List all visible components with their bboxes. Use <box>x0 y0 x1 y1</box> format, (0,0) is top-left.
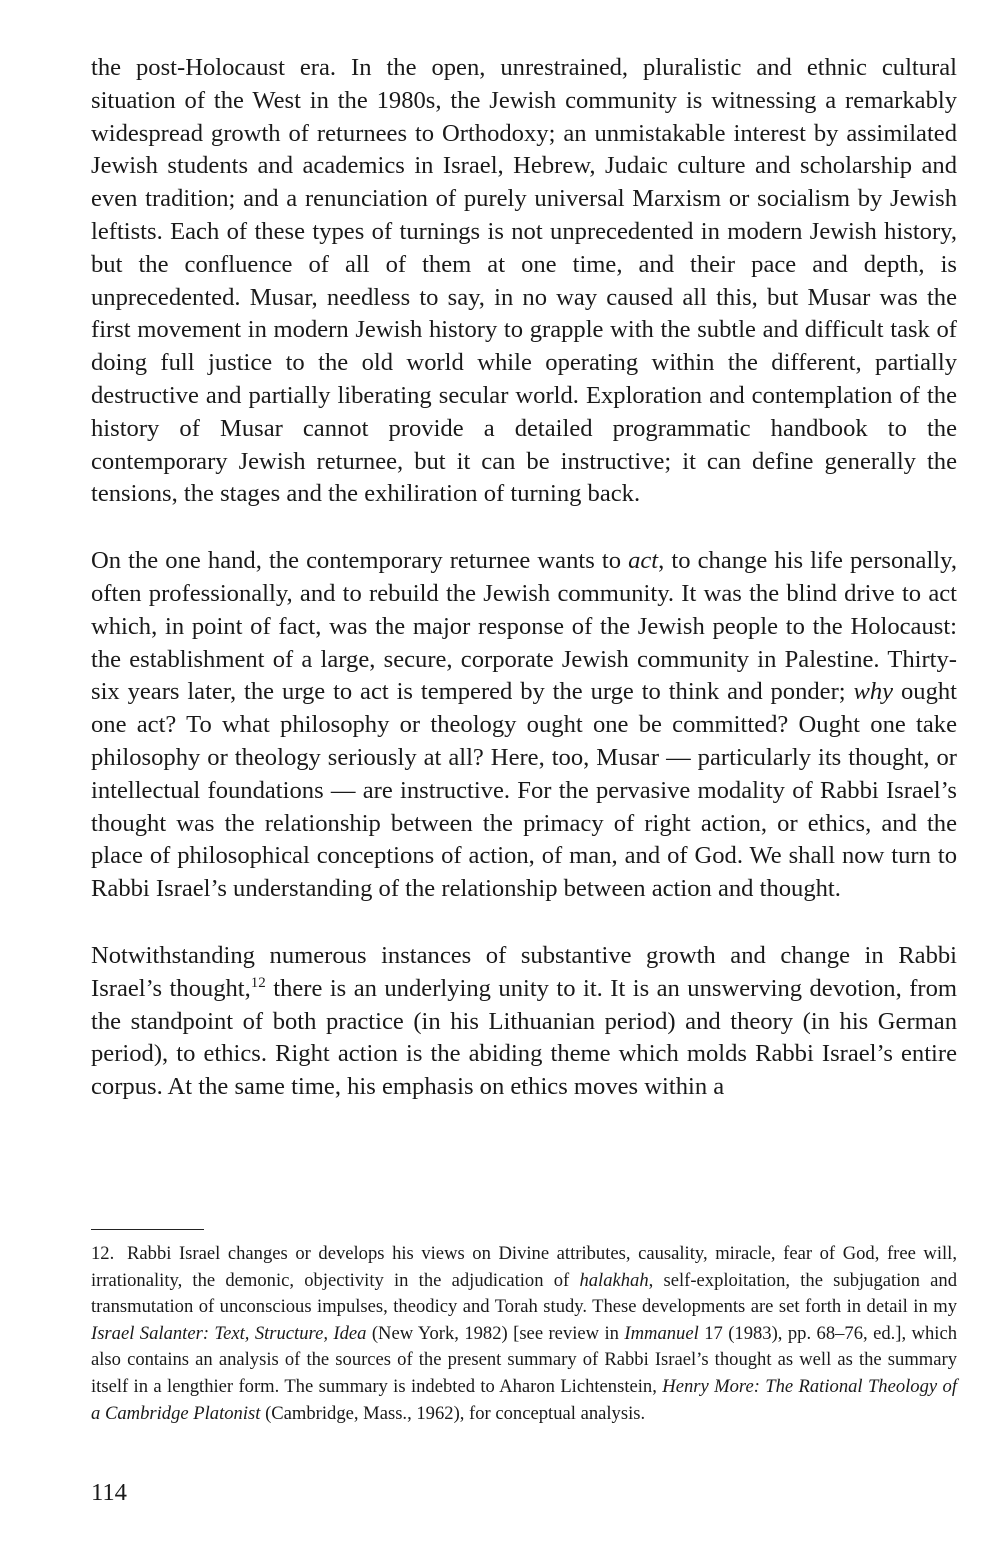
text-run: the post-Holocaust era. In the open, unrestrained, pluralistic and ethnic cultural situation of the West in the 1980s, the Jewish community is witnessing a remarkably widespread growth of returnees to Orthodoxy; an unmistakable interest by assimilated Jewish students and academics in Israel, Hebrew, Judaic culture and scholarship and even tradition; and a renunciation of purely universal Marxism or socialism by Jewish leftists. Each of these types of turnings is not unprecedented in modern Jewish history, but the confluence of all of them at one time, and their pace and depth, is unprecedented. Musar, needless to say, in no way caused all this, but Musar was the first movement in modern Jewish history to grapple with the subtle and difficult task of doing full justice to the old world while operating within the different, partially destructive and partially liberating secular world. Exploration and contemplation of the history of Musar cannot provide a detailed programmatic handbook to the contemporary Jewish returnee, but it can be instructive; it can define generally the tensions, the stages and the exhiliration of turning back. <box>91 54 957 508</box>
italic-text: act <box>628 547 659 575</box>
text-run: Notwithstanding numerous instances of substantive growth and change in Rabbi Israel’s thought, <box>91 941 957 1002</box>
text-run: ought one act? To what philosophy or theology ought one be committed? Ought one take philosophy or theology seriously at all? Here, too, Musar — particularly its thought, or intellectual foundations — are instructive. For the pervasive modality of Rabbi Israel’s thought was the relationship between the primacy of right action, or ethics, and the place of philosophical conceptions of action, of man, and of God. We shall now turn to Rabbi Israel’s understanding of the relationship between action and thought. <box>91 678 957 903</box>
text-run: , self-exploitation, the subjugation and transmutation of unconscious impulses, theodicy and Torah study. These developments are set forth in detail in my <box>91 1269 957 1318</box>
paragraph-1 <box>91 52 957 511</box>
italic-text: Israel Salanter: Text, Structure, Idea <box>91 1322 367 1344</box>
italic-text: Henry More: The Rational Theology of a Cambridge Platonist <box>91 1375 957 1424</box>
italic-text: halakhah <box>579 1269 649 1291</box>
text-run: Rabbi Israel changes or develops his views on Divine attributes, causality, miracle, fear of God, free will, irrationality, the demonic, objectivity in the adjudication of <box>91 1243 957 1291</box>
footnote-number: 12. <box>91 1243 115 1264</box>
text-run: 17 (1983), pp. 68–76, ed.], which also contains an analysis of the sources of the present summary of Rabbi Israel’s thought as well as the summary itself in a lengthier form. The summary is indebted to Aharon Lichtenstein, <box>91 1322 957 1397</box>
text-run: (New York, 1982) [see review in <box>366 1322 625 1344</box>
text-run: , to change his life personally, often professionally, and to rebuild the Jewish community. It was the blind drive to act which, in point of fact, was the major response of the Jewish people to the Holocaust: the establishment of a large, secure, corporate Jewish community in Palestine. Thirty-six years later, the urge to act is tempered by the urge to think and ponder; <box>91 547 957 706</box>
text-run: there is an underlying unity to it. It is an unswerving devotion, from the standpoint of both practice (in his Lithuanian period) and theory (in his German period), to ethics. Right action is the abiding theme which molds Rabbi Israel’s entire corpus. At the same time, his emphasis on ethics moves within a <box>91 974 957 1101</box>
footnote-text <box>91 1243 957 1424</box>
italic-text: Immanuel <box>624 1322 699 1344</box>
text-run: On the one hand, the contemporary returnee wants to <box>91 547 629 575</box>
footnote-reference: 12 <box>250 974 266 991</box>
paragraph-2 <box>91 545 957 906</box>
footnote-12 <box>91 1241 957 1427</box>
footnote-divider <box>91 1229 204 1230</box>
footnotes <box>91 1241 957 1427</box>
text-run: (Cambridge, Mass., 1962), for conceptual analysis. <box>260 1402 646 1424</box>
page-number: 114 <box>91 1479 127 1506</box>
paragraph-3 <box>91 940 957 1104</box>
italic-text: why <box>853 678 894 706</box>
body-text <box>91 52 957 1104</box>
